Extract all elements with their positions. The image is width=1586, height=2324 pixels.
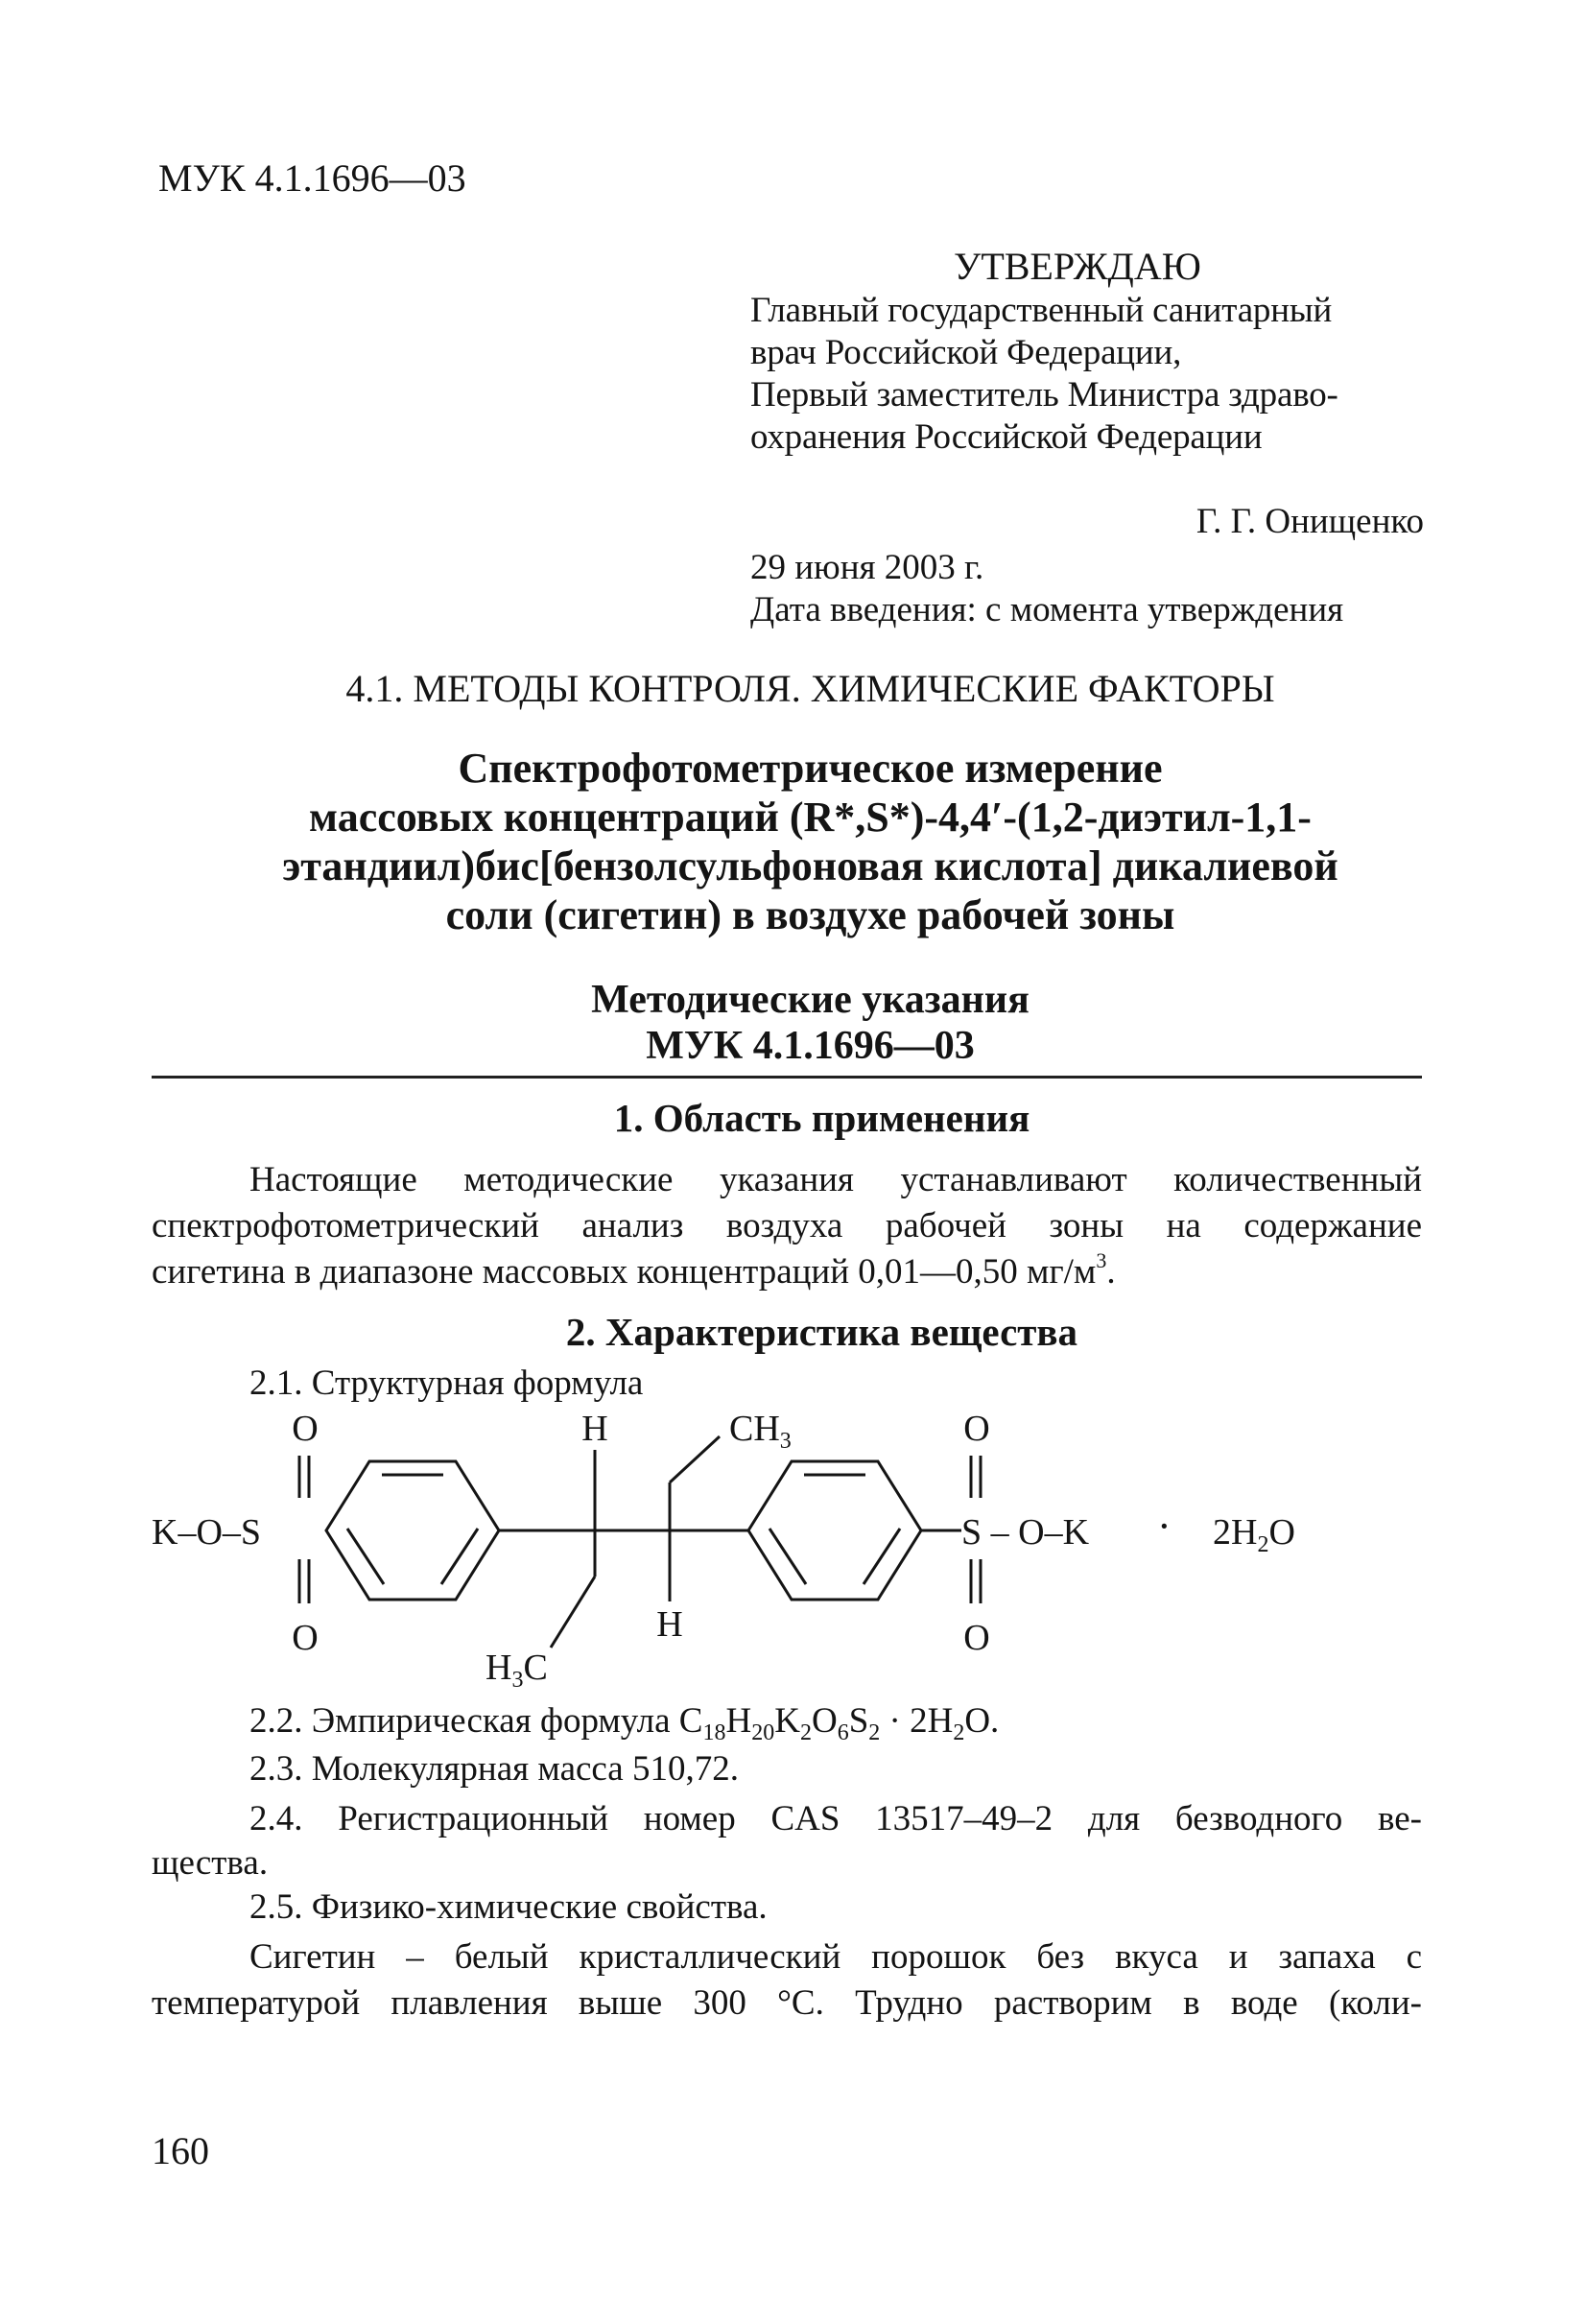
hydrogen-bottom: H (656, 1604, 683, 1645)
subscript: 2 (953, 1720, 965, 1745)
methyl-top-subscript: 3 (779, 1429, 792, 1454)
subscript: 2 (799, 1720, 812, 1745)
oxygen-bottom-right: O (963, 1618, 990, 1658)
ethyl-bond (670, 1436, 720, 1482)
unit-exponent: 3 (1096, 1248, 1107, 1272)
methyl-top-ch: CH (729, 1409, 780, 1449)
element: H (725, 1701, 752, 1741)
water-o: O (1268, 1512, 1295, 1553)
title-line: Спектрофотометрическое измерение (458, 745, 1163, 792)
water-of-hydration (1213, 1512, 1295, 1557)
methyl-bottom-h: H (485, 1648, 512, 1688)
element: O. (964, 1701, 1000, 1741)
approval-block (750, 246, 1338, 459)
approval-line: охранения Российской Федерации (750, 417, 1263, 457)
benzene-ring-right (748, 1461, 921, 1600)
benzene-ring-left (326, 1461, 499, 1600)
description-line: Сигетин – белый кристаллический порошок без вкуса и запаха с (249, 1937, 1422, 1977)
methyl-bottom (485, 1648, 548, 1693)
item-2-3: 2.3. Молекулярная масса 510,72. (249, 1749, 739, 1789)
hydrate-dot: · (1157, 1503, 1172, 1550)
approval-signer: Г. Г. Онищенко (1195, 502, 1424, 541)
subscript: 6 (837, 1720, 849, 1745)
water-subscript: 2 (1257, 1532, 1269, 1557)
subtitle-code: МУК 4.1.1696—03 (646, 1024, 975, 1068)
ring-inner-bond (769, 1529, 806, 1584)
section-1-heading: 1. Область применения (613, 1096, 1030, 1140)
horizontal-rule (152, 1076, 1422, 1079)
description-line: температурой плавления выше 300 °C. Трудно растворим в воде (коли- (152, 1983, 1422, 2023)
methyl-top (729, 1409, 792, 1454)
water-2h: 2H (1213, 1512, 1258, 1553)
section-2-heading: 2. Характеристика вещества (565, 1310, 1078, 1354)
page-number: 160 (152, 2129, 209, 2172)
structural-formula (144, 1406, 1343, 1694)
approval-date: 29 июня 2003 г. (750, 548, 984, 587)
approval-line: врач Российской Федерации, (750, 333, 1182, 372)
subscript: 2 (868, 1720, 881, 1745)
approval-heading: УТВЕРЖДАЮ (954, 245, 1201, 288)
empirical-prefix: 2.2. Эмпирическая формула C (249, 1701, 703, 1741)
subtitle-line: Методические указания (591, 978, 1030, 1022)
ring-inner-bond (347, 1529, 384, 1584)
section-1-line: Настоящие методические указания устанавливают количественный (249, 1160, 1422, 1199)
document-code: МУК 4.1.1696—03 (158, 156, 466, 200)
effective-date: Дата введения: с момента утверждения (750, 590, 1344, 629)
title-line: этандиил)бис[бензолсульфоновая кислота] дикалиевой (282, 842, 1338, 889)
potassium-sulfonate-right: S – O–K (961, 1512, 1090, 1553)
section-caption: 4.1. МЕТОДЫ КОНТРОЛЯ. ХИМИЧЕСКИЕ ФАКТОРЫ (345, 667, 1275, 710)
ring-inner-bond (864, 1529, 900, 1584)
approval-date-block (750, 547, 1343, 631)
subscript: 18 (702, 1720, 726, 1745)
methyl-bottom-c: C (523, 1648, 548, 1688)
item-2-4-continued: щества. (152, 1843, 269, 1883)
element: O (811, 1701, 838, 1741)
ethyl-bond (551, 1577, 595, 1648)
subscript: 20 (751, 1720, 775, 1745)
section-1-line: спектрофотометрический анализ воздуха рабочей зоны на содержание (152, 1206, 1422, 1245)
document-subtitle (0, 977, 1586, 1069)
ring-inner-bond (441, 1529, 478, 1584)
methyl-bottom-subscript: 3 (511, 1668, 524, 1693)
potassium-sulfonate-left: K–O–S (152, 1512, 262, 1553)
element: K (774, 1701, 800, 1741)
section-1-text: сигетина в диапазоне массовых концентраций 0,01—0,50 мг/м (152, 1252, 1097, 1292)
approval-line: Главный государственный санитарный (750, 291, 1333, 330)
hydrogen-top: H (581, 1409, 608, 1449)
oxygen-top-left: O (292, 1409, 319, 1449)
element: S (848, 1701, 869, 1741)
item-2-2 (249, 1700, 1000, 1745)
document-title (0, 744, 1586, 939)
line-end: . (1106, 1252, 1116, 1292)
oxygen-top-right: O (963, 1409, 990, 1449)
title-line: соли (сигетин) в воздухе рабочей зоны (445, 891, 1175, 938)
element: · 2H (880, 1701, 954, 1741)
title-line: массовых концентраций (R*,S*)-4,4′-(1,2-диэтил-1,1- (309, 794, 1312, 841)
item-2-4: 2.4. Регистрационный номер CAS 13517–49–2 для безводного ве- (249, 1799, 1422, 1838)
approval-line: Первый заместитель Министра здраво- (750, 375, 1338, 415)
item-2-1: 2.1. Структурная формула (249, 1364, 644, 1403)
item-2-5: 2.5. Физико-химические свойства. (249, 1887, 768, 1927)
oxygen-bottom-left: O (292, 1618, 319, 1658)
section-1-line-last (152, 1249, 1422, 1299)
